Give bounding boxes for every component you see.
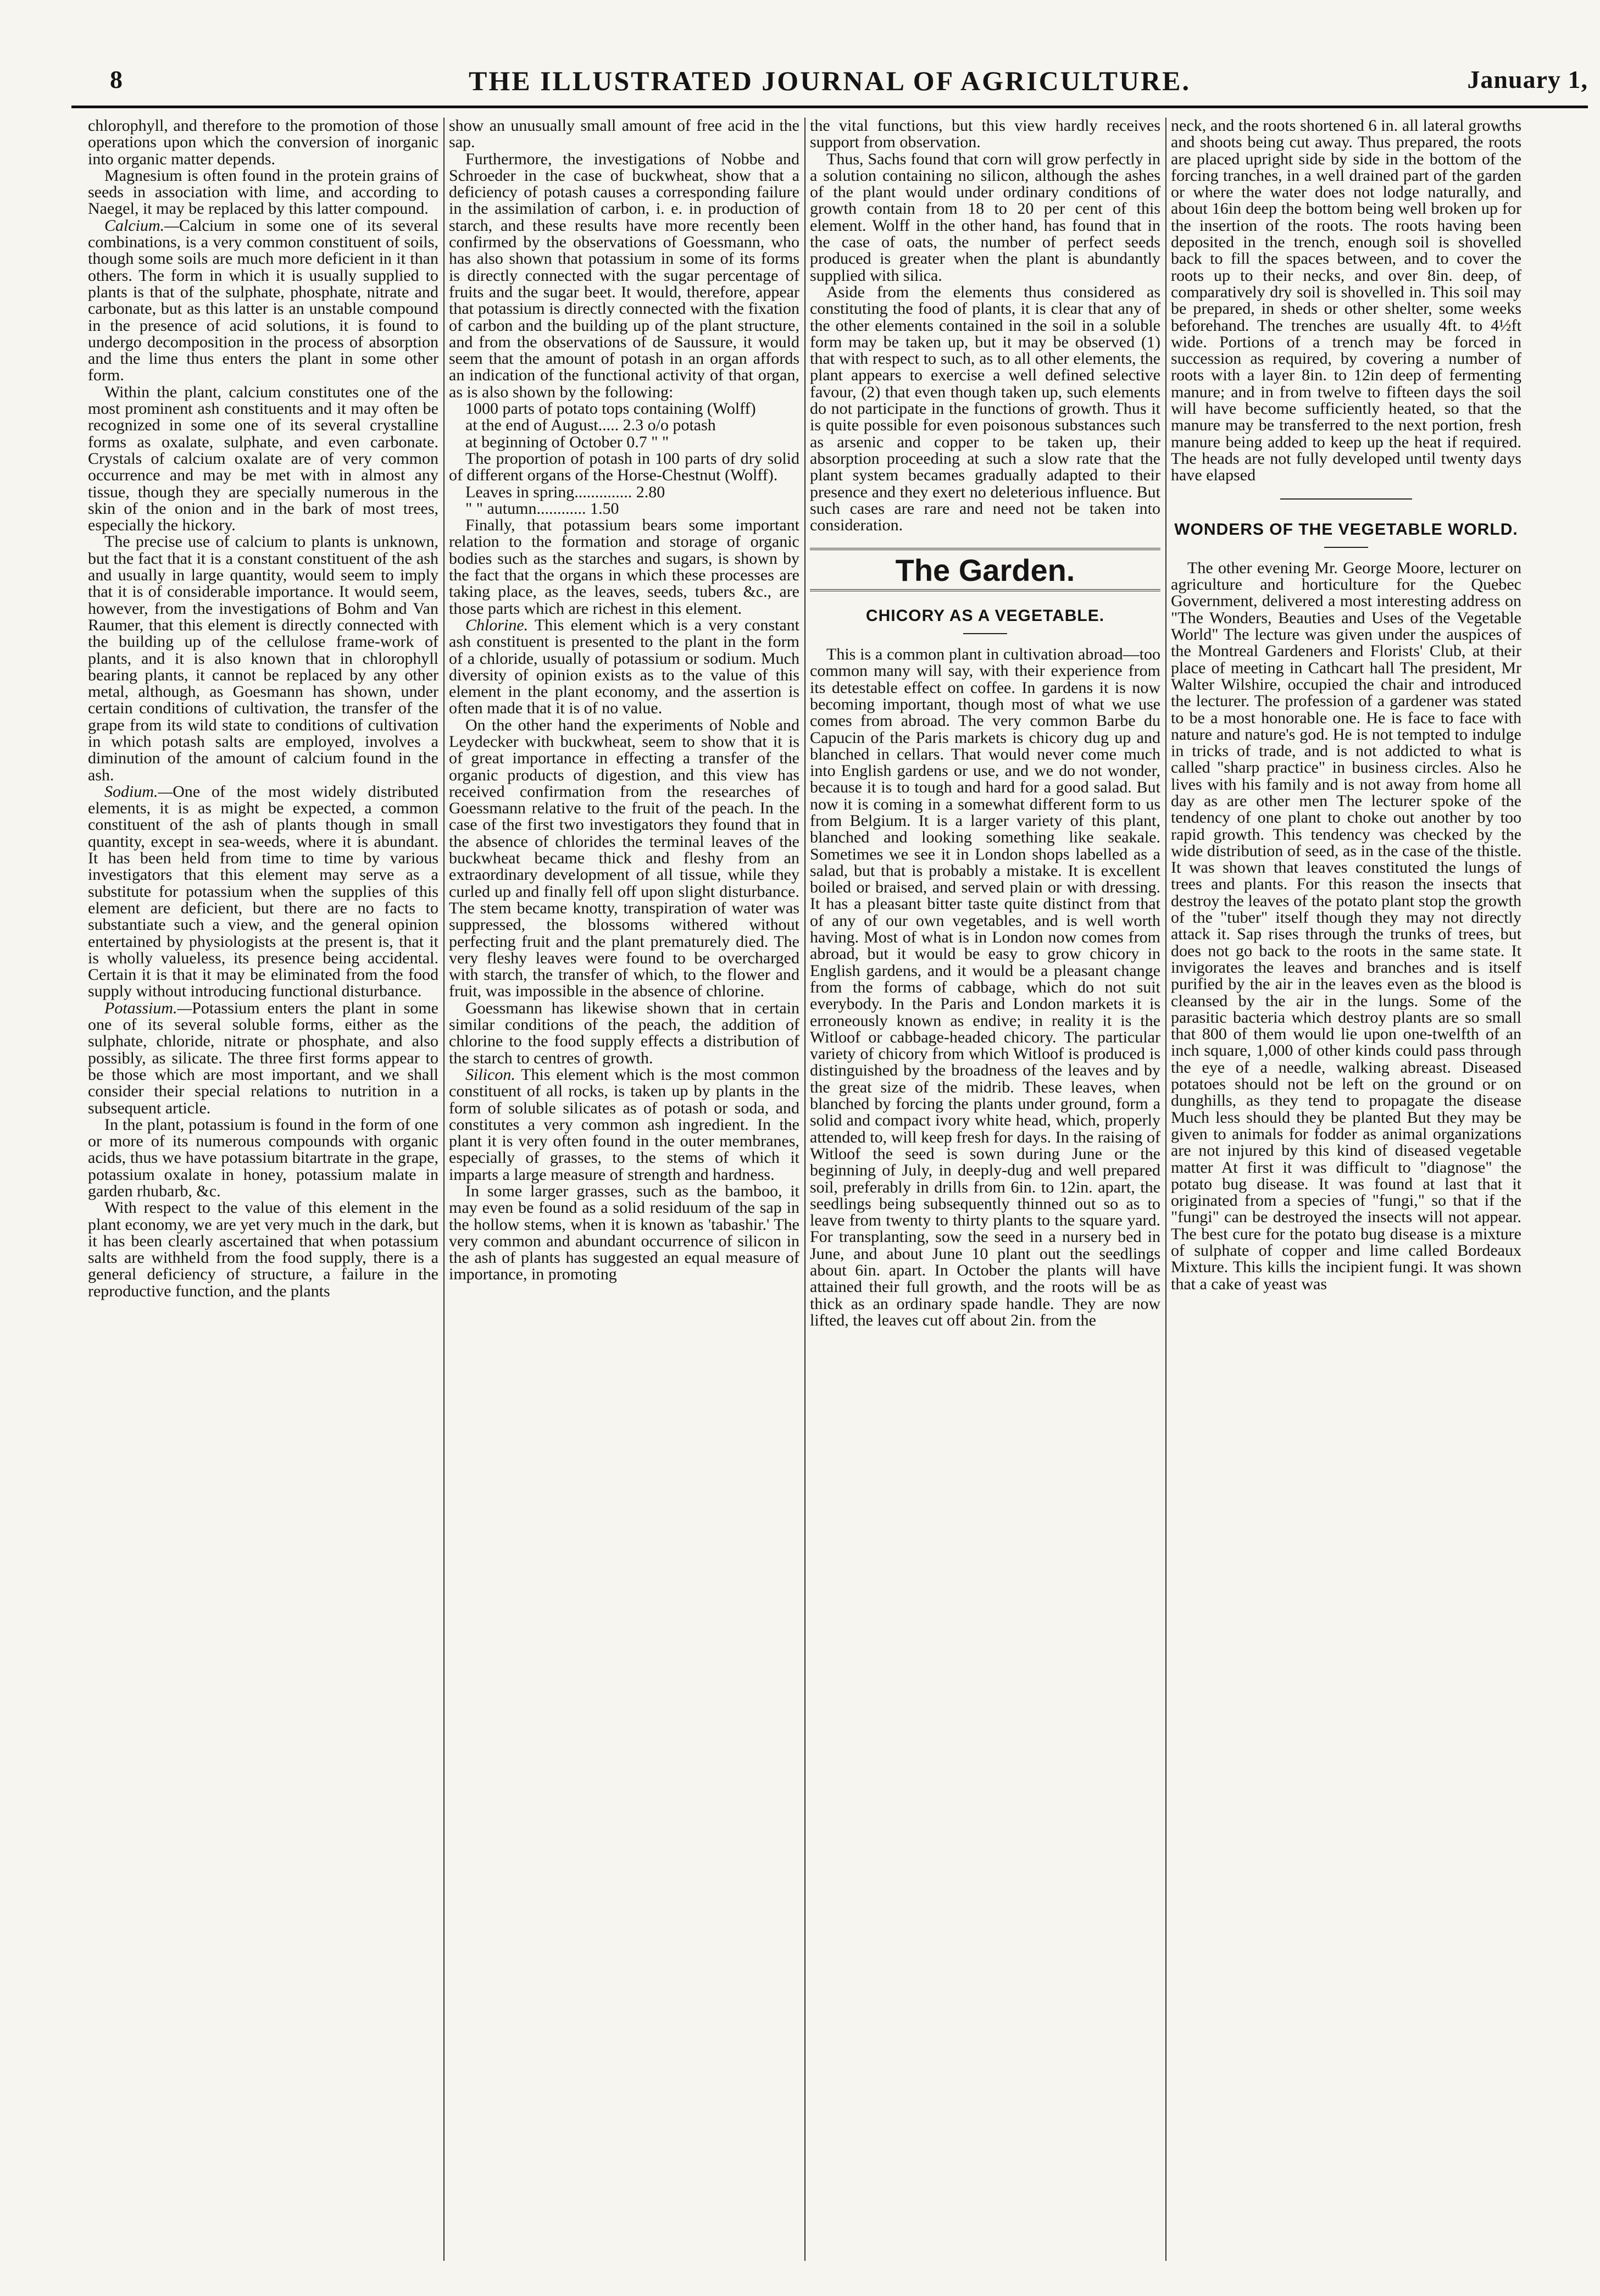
wonders-paragraph-1: The other evening Mr. George Moore, lecturer on agriculture and horticulture for the Quebec Government, delivered a most interesting address on "The Wonders, Beauties and Uses of the Vegetable World" The lecture was given under the auspices of the Montreal Gardeners and Florists' Club, at their place of meeting in Cathcart hall The president, Mr Walter Wilshire, occupied the chair and introduced the lecturer. The profession of a gardener was stated to be a most honorable one. He is face to face with nature and nature's god. He is not tempted to indulge in tricks of trade, and is not addicted to what is called "sharp practice" in business circles. Also he lives with his family and is not away from home all day as are other men The lecturer spoke of the tendency of one plant to choke out another by too rapid growth. This tendency was checked by the wide distribution of seed, as in the case of the thistle. It was shown that leaves constituted the lungs of trees and plants. For this reason the insects that destroy the leaves of the potato plant stop the growth of the "tuber" itself though they may not directly attack it. Sap rises through the trunks of trees, but does not go back to the roots in the same state. It invigorates the leaves and branches and is itself purified by the air in the leaves even as the blood is cleansed by the air in the lungs. Some of the parasitic bacteria which destroy plants are so small that 800 of them would lie upon one-twelfth of an inch square, 1,000 of other kinds could pass through the eye of a needle, walking abreast. Diseased potatoes should not be left on the ground or on dunghills, as they tend to propagate the disease Much less should they be planted But they may be given to animals for fodder as animal organizations are not injured by this kind of diseased vegetable matter At first it was difficult to "diagnose" the potato bug disease. It was found at last that it originated from a species of "fungi," so that if the "fungi" can be destroyed the insects will not appear. The best cure for the potato bug disease is a mixture of sulphate of copper and lime called Bordeaux Mixture. This kills the incipient fungi. It was shown that a cake of yeast was bbox=[1171, 558, 1521, 1293]
table-line: " " autumn............ 1.50 bbox=[465, 499, 619, 518]
paragraph: Magnesium is often found in the protein grains of seeds in association with lime, and according to Naegel, it may be replaced by this latter compound. bbox=[88, 166, 438, 218]
paragraph: Furthermore, the investigations of Nobbe and Schroeder in the case of buckwheat, show that a deficiency of potash causes a corresponding failure in the assimilation of carbon, i. e. in production of starch, and these results have more recently been confirmed by the observations of Goessmann, who has also shown that potassium in some of its forms is directly connected with the sugar percentage of fruits and the sugar beet. It would, therefore, appear that potassium is directly connected with the fixation of carbon and the building up of the plant structure, and from the observations of de Saussure, it would seem that the amount of potash in an organ affords an indication of the functional activity of that organ, as is also shown by the following: bbox=[449, 149, 799, 401]
paragraph bbox=[449, 1067, 799, 1183]
column-rule bbox=[1165, 118, 1166, 2261]
paragraph: the vital functions, but this view hardly receives support from observation. bbox=[810, 118, 1160, 152]
page-number: 8 bbox=[110, 65, 123, 93]
paragraph-text: Calcium in some one of its several combinations, is a very common constituent of soils, though some soils are much more deficient in it than others. The form in which it is usually supplied to plants is that of the sulphate, phosphate, nitrate and carbonate, but as this latter is an unstable compound in the presence of acid solutions, it is found to undergo decomposition in the process of absorption and the lime thus enters the plant in some other form. bbox=[88, 216, 438, 385]
wonders-article-title: WONDERS OF THE VEGETABLE WORLD. bbox=[1174, 520, 1518, 539]
column-3 bbox=[810, 118, 1160, 2261]
potash-table-chestnut bbox=[449, 484, 799, 518]
paragraph: Thus, Sachs found that corn will grow perfectly in a solution containing no silicon, although the ashes of the plant would under ordinary conditions of growth contain from 18 to 20 per cent of this element. Wolff in the other hand, has found that in the case of oats, the number of perfect seeds produced is greater when the plant is abundantly supplied with silica. bbox=[810, 149, 1160, 285]
paragraph-text: This element which is a very constant ash constituent is presented to the plant in the form of a chloride, usually of potassium or sodium. Much diversity of opinion exists as to the value of this element in the plant economy, and the assertion is often made that it is of no value. bbox=[449, 615, 799, 718]
paragraph-text: One of the most widely distributed elements, it is as might be expected, a common constituent of the ash of plants though in small quantity, except in sea-weeds, where it is abundant. It has been held from time to time by various investigators that this element may serve as a substitute for potassium when the supplies of this element are deficient, but there are no facts to substantiate such a view, and the general opinion entertained by physiologists at the present is, that it is wholly valueless, its presence being accidental. Certain it is that it may be eliminated from the food supply without introducing functional disturbance. bbox=[88, 782, 438, 1001]
chicory-paragraph-2: neck, and the roots shortened 6 in. all lateral growths and shoots being cut away. Thus prepared, the roots are placed upright side by side in the bottom of the forcing tranches, in a well drained part of the garden or where the water does not lodge naturally, and about 16in deep the bottom being well broken up for the insertion of the roots. The roots having been deposited in the trench, enough soil is shovelled back to fill the spaces between, and to cover the roots up to their necks, and over 8in. deep, of comparatively dry soil is shovelled in. This soil may be prepared, in sheds or other shelter, some weeks beforehand. The trenches are usually 4ft. to 4½ft wide. Portions of a trench may be forced in succession as required, by covering a number of roots with a layer 8in. to 12in deep of fermenting manure; and in from twelve to fifteen days the soil will have become sufficiently heated, so that the manure may be transferred to the next portion, fresh manure being added to keep up the heat if required. The heads are not fully developed until twenty days have elapsed bbox=[1171, 118, 1521, 485]
column-rule bbox=[443, 118, 445, 2261]
paragraph-lead-title: Potassium.— bbox=[104, 999, 192, 1017]
paragraph bbox=[88, 218, 438, 384]
title-rule bbox=[963, 633, 1007, 634]
paragraph: show an unusually small amount of free acid in the sap. bbox=[449, 118, 799, 152]
paragraph bbox=[449, 617, 799, 717]
paragraph-lead-title: Silicon. bbox=[465, 1065, 515, 1084]
table-line: at the end of August..... 2.3 o/o potash bbox=[465, 416, 716, 435]
paragraph: Within the plant, calcium constitutes one of the most prominent ash constituents and it may often be recognized in some one of its several crystalline forms as oxalate, sulphate, and even carbonate. Crystals of calcium oxalate are of very common occurrence and may be met with in almost any tissue, though they are specially numerous in the skin of the onion and in the bark of most trees, especially the hickory. bbox=[88, 382, 438, 535]
paragraph-lead-title: Chlorine. bbox=[465, 615, 529, 634]
section-title-garden: The Garden. bbox=[810, 548, 1160, 591]
paragraph: With respect to the value of this element in the plant economy, we are yet very much in the dark, but it has been clearly ascertained that when potassium salts are withheld from the food supply, there is a general deficiency of structure, a failure in the reproductive function, and the plants bbox=[88, 1199, 438, 1300]
table-line: at beginning of October 0.7 " " bbox=[465, 432, 669, 451]
header-rule bbox=[71, 106, 1588, 108]
paragraph-text: Potassium enters the plant in some one of its several soluble forms, either as the sulphate, chloride, nitrate or phosphate, and also possibly, as silicate. The three first forms appear to be those which are most important, and we shall consider their special relations to nutrition in a subsequent article. bbox=[88, 999, 438, 1117]
col2-body-a bbox=[449, 118, 799, 401]
paragraph: Aside from the elements thus considered as constituting the food of plants, it is clear that any of the other elements contained in the soil in a soluble form may be taken up, but it may be observed (1) that with respect to such, as to all other elements, the plant appears to exercise a well defined selective favour, (2) that even though taken up, such elements do not participate in the functions of growth. Thus it is quite possible for even poisonous substances such as arsenic and copper to be taken up, their absorption proceeding at such a slow rate that the plant system becames gradually adapted to their presence and they exert no deleterious influence. But such cases are rare and need not be taken into consideration. bbox=[810, 282, 1160, 535]
chicory-paragraph-1: This is a common plant in cultivation abroad—too common many will say, with their experience from its detestable effect on coffee. In gardens it is now becoming important, though most of what we use comes from abroad. The very common Barbe du Capucin of the Paris markets is chicory dug up and blanched in cellars. That would never come much into English gardens or use, and we do not wonder, because it is to tough and hard for a good salad. But now it is coming in a somewhat different form to us from Belgium. It is a larger variety of this plant, blanched and looking something like seakale. Sometimes we see it in London shops labelled as a salad, but that is probably a mistake. It is excellent boiled or braised, and served plain or with dressing. It has a pleasant bitter taste quite distinct from that of any of our own vegetables, and is well worth having. Most of what is in London now comes from abroad, but it would be easy to grow chicory in English gardens, and it would be a pleasant change from the forms of cabbage, which do not suit everybody. In the Paris and London markets it is erroneously known as endive; in reality it is the Witloof or cabbage-headed chicory. The particular variety of chicory from which Witloof is produced is distinguished by the broadness of the leaves and by the great size of the midrib. These leaves, when blanched by forcing the plants under ground, form a solid and compact ivory white head, which, properly attended to, will keep fresh for days. In the raising of Witloof the seed is sown during June or the beginning of July, in deeply-dug and well prepared soil, preferably in drills from 6in. to 12in. apart, the seedlings being subsequently thinned out so as to leave from twenty to thirty plants to the square yard. For transplanting, sow the seed in a nursery bed in June, and about June 10 plant out the seedlings about 6in. apart. In October the plants will have attained their full growth, and the roots will be as thick as an ordinary spade handle. They are now lifted, the leaves cut off about 2in. from the bbox=[810, 645, 1160, 1329]
column-1 bbox=[88, 118, 438, 2261]
column-rule bbox=[804, 118, 805, 2261]
journal-title: THE ILLUSTRATED JOURNAL OF AGRICULTURE. bbox=[468, 65, 1191, 96]
paragraph: In the plant, potassium is found in the form of one or more of its numerous compounds with organic acids, thus we have potassium bitartrate in the grape, potassium oxalate in honey, potassium malate in garden rhubarb, &c. bbox=[88, 1115, 438, 1200]
col2-body-b bbox=[449, 451, 799, 484]
paragraph bbox=[88, 784, 438, 1000]
paragraph: On the other hand the experiments of Noble and Leydecker with buckwheat, seem to show that it is of great importance in effecting a transfer of the organic products of digestion, and this view has received confirmation from the researches of Goessmann relative to the fruit of the peach. In the case of the first two investigators they found that in the absence of chlorides the terminal leaves of the buckwheat became thick and fleshy from an extraordinary development of all tissue, while they curled up and finally fell off upon slight disturbance. The stem became knotty, transpiration of water was suppressed, the blossoms withered without perfecting fruit and the plant prematurely died. The very fleshy leaves were found to be overcharged with starch, the transfer of which, to the flower and fruit, was impossible in the absence of chlorine. bbox=[449, 716, 799, 1001]
paragraph-text: This element which is the most common constituent of all rocks, is taken up by plants in the form of soluble silicates as of potash or soda, and constitutes a very common ash ingredient. In the plant it is very often found in the outer membranes, especially of grasses, to the stems of which it imparts a large measure of strength and hardness. bbox=[449, 1065, 799, 1184]
paragraph bbox=[88, 1000, 438, 1117]
col3-body bbox=[810, 118, 1160, 534]
potash-table-potato bbox=[449, 401, 799, 451]
column-2 bbox=[449, 118, 799, 2261]
running-head bbox=[71, 65, 1588, 103]
paragraph: chlorophyll, and therefore to the promotion of those operations upon which the conversion of inorganic into organic matter depends. bbox=[88, 118, 438, 168]
paragraph: The precise use of calcium to plants is unknown, but the fact that it is a constant constituent of the ash and usually in large quantity, would seem to imply that it is of considerable importance. It would seem, however, from the investigations of Bohm and Van Raumer, that this element is directly connected with the building up of the cellulose frame-work of plants, and it is also known that in chlorophyll bearing plants, it cannot be replaced by any other metal, although, as Goesmann has shown, under certain conditions of cultivation, the transfer of the grape from its wild state to conditions of cultivation in which potash salts are employed, involves a diminution of the amount of calcium found in the ash. bbox=[88, 533, 438, 784]
chicory-article-title: CHICORY AS A VEGETABLE. bbox=[865, 606, 1105, 625]
title-rule bbox=[1324, 547, 1368, 548]
paragraph: The proportion of potash in 100 parts of dry solid of different organs of the Horse-Chestnut (Wolff). bbox=[449, 449, 799, 485]
table-line: Leaves in spring.............. 2.80 bbox=[465, 483, 665, 501]
paragraph-lead-title: Sodium.— bbox=[104, 782, 173, 801]
col2-body-c bbox=[449, 517, 799, 1283]
column-4 bbox=[1171, 118, 1521, 2261]
issue-date: January 1, bbox=[1467, 65, 1588, 93]
table-line: 1000 parts of potato tops containing (Wolff) bbox=[465, 400, 756, 418]
paragraph: In some larger grasses, such as the bamboo, it may even be found as a solid residuum of the sap in the hollow stems, when it is known as 'tabashir.' The very common and abundant occurrence of silicon in the ash of plants has suggested an equal measure of importance, in promoting bbox=[449, 1182, 799, 1284]
paragraph: Finally, that potassium bears some important relation to the formation and storage of organic bodies such as the starches and sugars, is shown by the fact that the organs in which these processes are taking place, as the leaves, seeds, tubers &c., are those parts which are richest in this element. bbox=[449, 516, 799, 618]
paragraph: Goessmann has likewise shown that in certain similar conditions of the peach, the addition of chlorine to the food supply effects a distribution of the starch to centres of growth. bbox=[449, 999, 799, 1067]
col1-body bbox=[88, 118, 438, 1300]
paragraph-lead-title: Calcium.— bbox=[104, 216, 179, 235]
article-separator bbox=[1280, 498, 1412, 500]
